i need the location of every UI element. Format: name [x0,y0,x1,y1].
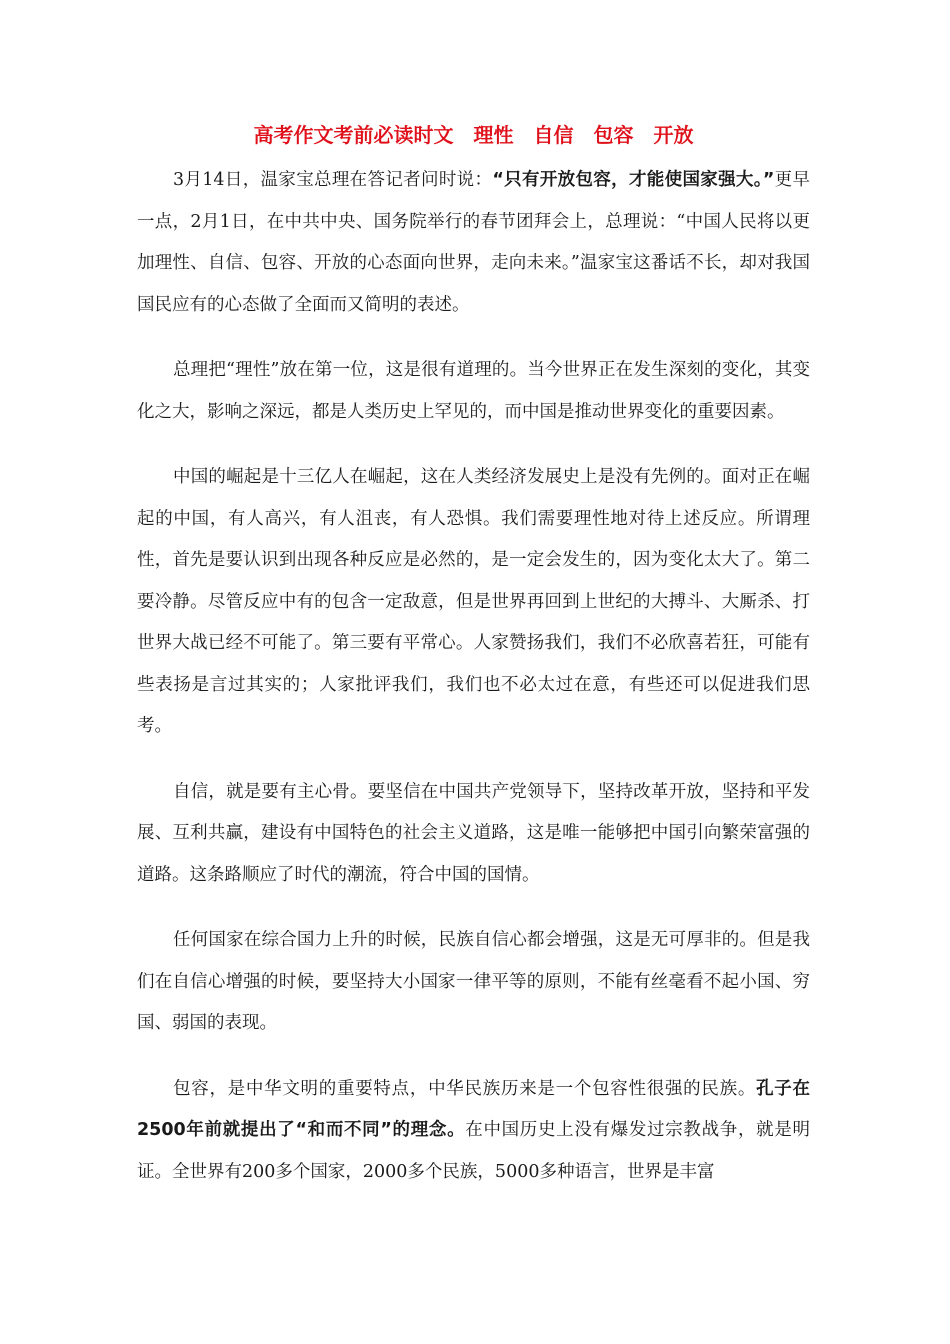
document-page [137,118,810,1217]
paragraph [137,772,810,897]
text-run: 包容，是中华文明的重要特点，中华民族历来是一个包容性很强的民族。 [173,1078,757,1099]
paragraph [137,350,810,433]
text-run: 自信，就是要有主心骨。要坚信在中国共产党领导下，坚持改革开放，坚持和平发展、互利共赢，建设有中国特色的社会主义道路，这是唯一能够把中国引向繁荣富强的道路。这条路顺应了时代的潮流，符合中国的国情。 [137,781,810,885]
text-run: 任何国家在综合国力上升的时候，民族自信心都会增强，这是无可厚非的。但是我们在自信心增强的时候，要坚持大小国家一律平等的原则，不能有丝毫看不起小国、穷国、弱国的表现。 [137,930,810,1033]
paragraph [137,457,810,748]
paragraph [137,1069,810,1194]
text-run: 总理把“理性”放在第一位，这是很有道理的。当今世界正在发生深刻的变化，其变化之大，影响之深远，都是人类历史上罕见的，而中国是推动世界变化的重要因素。 [137,360,810,422]
text-run: 3月14日，温家宝总理在答记者问时说： [173,170,493,190]
text-run: 更早一点，2月1日，在中共中央、国务院举行的春节团拜会上，总理说：“中国人民将以更加理性、自信、包容、开放的心态面向世界，走向未来。”温家宝这番话不长，却对我国国民应有的心态做了全面而又简明的表述。 [137,170,811,315]
paragraph [137,920,810,1045]
paragraph [137,160,810,326]
document-title: 高考作文考前必读时文 理性 自信 包容 开放 [253,123,694,147]
bold-quote: 孔子在2500年前就提出了“和而不同”的理念。 [137,1078,811,1140]
text-run: 中国的崛起是十三亿人在崛起，这在人类经济发展史上是没有先例的。面对正在崛起的中国，有人高兴，有人沮丧，有人恐惧。我们需要理性地对待上述反应。所谓理性，首先是要认识到出现各种反应是必然的，是一定会发生的，因为变化太大了。第二要冷静。尽管反应中有的包含一定敌意，但是世界再回到上世纪的大搏斗、大厮杀、打世界大战已经不可能了。第三要有平常心。人家赞扬我们，我们不必欣喜若狂，可能有些表扬是言过其实的；人家批评我们，我们也不必太过在意，有些还可以促进我们思考。 [137,467,810,736]
bold-quote: “只有开放包容，才能使国家强大。” [492,170,775,190]
text-run: 在中国历史上没有爆发过宗教战争，就是明证。全世界有200多个国家，2000多个民族，5000多种语言，世界是丰富 [137,1120,810,1182]
